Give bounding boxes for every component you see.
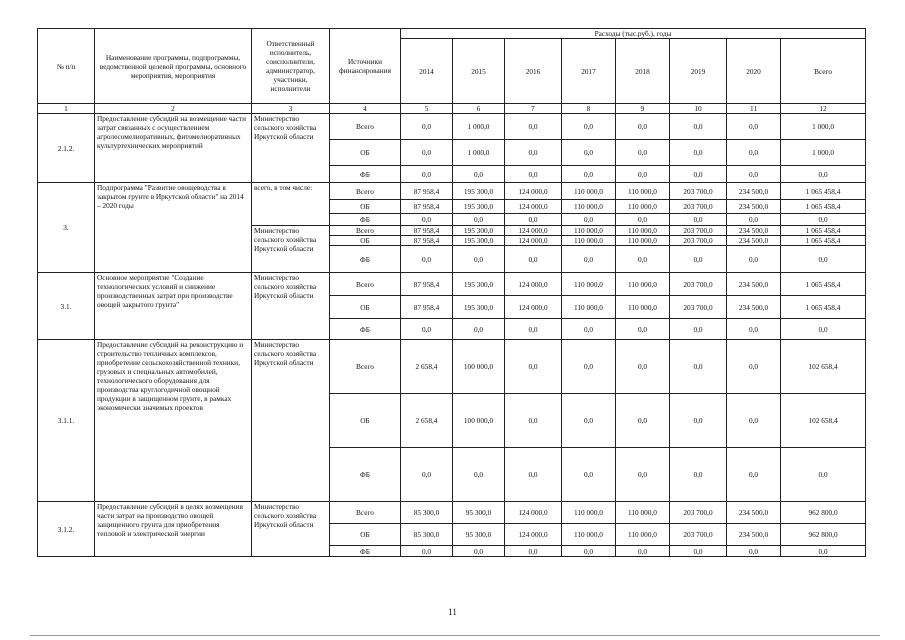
total-cell: 1 000,0: [781, 114, 866, 140]
amount-cell: 110 000,0: [562, 524, 616, 546]
amount-cell: 110 000,0: [616, 273, 670, 296]
amount-cell: 100 000,0: [453, 340, 505, 394]
amount-cell: 0,0: [401, 546, 453, 557]
amount-cell: 0,0: [562, 319, 616, 340]
amount-cell: 0,0: [727, 448, 781, 502]
amount-cell: 0,0: [616, 448, 670, 502]
amount-cell: 0,0: [505, 214, 562, 226]
header-expenses: Расходы (тыс.руб.), годы: [401, 29, 866, 39]
amount-cell: 0,0: [670, 394, 727, 448]
amount-cell: 95 300,0: [453, 502, 505, 524]
header-year: 2019: [670, 39, 727, 104]
amount-cell: 234 500,0: [727, 502, 781, 524]
funding-source: ОБ: [330, 524, 401, 546]
page-number: 11: [448, 607, 457, 617]
amount-cell: 87 958,4: [401, 200, 453, 214]
amount-cell: 0,0: [670, 340, 727, 394]
total-cell: 1 065 458,4: [781, 183, 866, 200]
amount-cell: 87 958,4: [401, 183, 453, 200]
amount-cell: 95 300,0: [453, 524, 505, 546]
row-number: 3.1.2.: [38, 502, 95, 557]
funding-source: ОБ: [330, 296, 401, 319]
amount-cell: 110 000,0: [616, 183, 670, 200]
amount-cell: 0,0: [727, 546, 781, 557]
row-number: 3.: [38, 183, 95, 273]
amount-cell: 195 300,0: [453, 273, 505, 296]
header-year: 2020: [727, 39, 781, 104]
total-cell: 0,0: [781, 214, 866, 226]
amount-cell: 0,0: [562, 340, 616, 394]
amount-cell: 0,0: [562, 394, 616, 448]
amount-cell: 0,0: [562, 214, 616, 226]
header-year: 2018: [616, 39, 670, 104]
amount-cell: 85 300,0: [401, 502, 453, 524]
amount-cell: 0,0: [401, 114, 453, 140]
total-cell: 102 658,4: [781, 394, 866, 448]
amount-cell: 0,0: [670, 166, 727, 183]
funding-source: ОБ: [330, 394, 401, 448]
amount-cell: 234 500,0: [727, 226, 781, 236]
amount-cell: 124 000,0: [505, 524, 562, 546]
funding-source: ФБ: [330, 166, 401, 183]
amount-cell: 0,0: [562, 114, 616, 140]
table-row: [38, 340, 866, 394]
amount-cell: 234 500,0: [727, 200, 781, 214]
amount-cell: 0,0: [562, 546, 616, 557]
amount-cell: 110 000,0: [562, 296, 616, 319]
column-number: 9: [616, 104, 670, 114]
amount-cell: 195 300,0: [453, 226, 505, 236]
total-cell: 0,0: [781, 319, 866, 340]
amount-cell: 110 000,0: [562, 200, 616, 214]
amount-cell: 0,0: [670, 246, 727, 273]
amount-cell: 110 000,0: [562, 183, 616, 200]
amount-cell: 110 000,0: [616, 502, 670, 524]
row-name: Основное мероприятие "Создание технологических условий и снижение производственных затрат при производстве овощей закрытого грунта": [95, 273, 252, 340]
amount-cell: 0,0: [727, 114, 781, 140]
funding-source: ОБ: [330, 140, 401, 166]
amount-cell: 0,0: [401, 319, 453, 340]
column-number: 3: [252, 104, 330, 114]
amount-cell: 0,0: [401, 214, 453, 226]
amount-cell: 203 700,0: [670, 200, 727, 214]
total-cell: 1 000,0: [781, 140, 866, 166]
amount-cell: 0,0: [401, 140, 453, 166]
amount-cell: 0,0: [562, 166, 616, 183]
amount-cell: 195 300,0: [453, 183, 505, 200]
amount-cell: 234 500,0: [727, 183, 781, 200]
bottom-rule: [30, 635, 880, 636]
amount-cell: 0,0: [616, 166, 670, 183]
funding-source: ОБ: [330, 236, 401, 246]
column-number: 7: [505, 104, 562, 114]
amount-cell: 0,0: [616, 319, 670, 340]
funding-source: ФБ: [330, 448, 401, 502]
total-cell: 0,0: [781, 546, 866, 557]
column-number: 6: [453, 104, 505, 114]
amount-cell: 0,0: [670, 114, 727, 140]
funding-source: ФБ: [330, 546, 401, 557]
column-number: 2: [95, 104, 252, 114]
amount-cell: 1 000,0: [453, 140, 505, 166]
amount-cell: 0,0: [505, 448, 562, 502]
amount-cell: 100 000,0: [453, 394, 505, 448]
row-executor: Министерство сельского хозяйства Иркутской области: [252, 340, 330, 502]
total-cell: 1 065 458,4: [781, 200, 866, 214]
amount-cell: 0,0: [505, 319, 562, 340]
amount-cell: 0,0: [670, 448, 727, 502]
amount-cell: 0,0: [616, 246, 670, 273]
amount-cell: 0,0: [401, 448, 453, 502]
amount-cell: 110 000,0: [616, 296, 670, 319]
amount-cell: 110 000,0: [616, 200, 670, 214]
amount-cell: 234 500,0: [727, 273, 781, 296]
funding-source: Всего: [330, 273, 401, 296]
row-executor: Министерство сельского хозяйства Иркутской области: [252, 226, 330, 273]
amount-cell: 110 000,0: [562, 273, 616, 296]
header-year: 2016: [505, 39, 562, 104]
amount-cell: 124 000,0: [505, 200, 562, 214]
amount-cell: 195 300,0: [453, 296, 505, 319]
amount-cell: 234 500,0: [727, 524, 781, 546]
amount-cell: 0,0: [727, 140, 781, 166]
amount-cell: 87 958,4: [401, 226, 453, 236]
row-number: 3.1.1.: [38, 340, 95, 502]
amount-cell: 0,0: [401, 166, 453, 183]
amount-cell: 0,0: [505, 114, 562, 140]
amount-cell: 0,0: [453, 246, 505, 273]
funding-source: Всего: [330, 183, 401, 200]
amount-cell: 0,0: [727, 166, 781, 183]
amount-cell: 195 300,0: [453, 200, 505, 214]
amount-cell: 0,0: [453, 448, 505, 502]
amount-cell: 203 700,0: [670, 226, 727, 236]
table-row: [38, 502, 866, 524]
amount-cell: 0,0: [616, 140, 670, 166]
amount-cell: 0,0: [401, 246, 453, 273]
amount-cell: 203 700,0: [670, 273, 727, 296]
header-executor: Ответственный исполнитель, соисполнители, администратор, участники, исполнители: [252, 29, 330, 104]
column-number: 4: [330, 104, 401, 114]
amount-cell: 87 958,4: [401, 236, 453, 246]
amount-cell: 87 958,4: [401, 273, 453, 296]
header-year: 2015: [453, 39, 505, 104]
amount-cell: 124 000,0: [505, 226, 562, 236]
amount-cell: 0,0: [727, 394, 781, 448]
amount-cell: 0,0: [616, 340, 670, 394]
amount-cell: 234 500,0: [727, 296, 781, 319]
table-row: [38, 273, 866, 296]
amount-cell: 110 000,0: [616, 226, 670, 236]
amount-cell: 110 000,0: [562, 502, 616, 524]
amount-cell: 0,0: [670, 214, 727, 226]
amount-cell: 0,0: [562, 246, 616, 273]
total-cell: 1 065 458,4: [781, 226, 866, 236]
row-number: 2.1.2.: [38, 114, 95, 183]
amount-cell: 0,0: [616, 114, 670, 140]
funding-source: Всего: [330, 340, 401, 394]
header-num: № п/п: [38, 29, 95, 104]
funding-source: Всего: [330, 502, 401, 524]
row-number: 3.1.: [38, 273, 95, 340]
amount-cell: 0,0: [562, 140, 616, 166]
amount-cell: 0,0: [505, 546, 562, 557]
table-row: [38, 183, 866, 200]
funding-source: Всего: [330, 114, 401, 140]
amount-cell: 124 000,0: [505, 273, 562, 296]
amount-cell: 203 700,0: [670, 502, 727, 524]
amount-cell: 234 500,0: [727, 236, 781, 246]
budget-table: [37, 28, 866, 557]
total-cell: 102 658,4: [781, 340, 866, 394]
table-row: [38, 114, 866, 140]
total-cell: 1 065 458,4: [781, 273, 866, 296]
amount-cell: 0,0: [616, 546, 670, 557]
total-cell: 962 800,0: [781, 502, 866, 524]
amount-cell: 0,0: [727, 246, 781, 273]
amount-cell: 124 000,0: [505, 236, 562, 246]
amount-cell: 0,0: [505, 340, 562, 394]
header-source: Источники финансирования: [330, 29, 401, 104]
row-name: Предоставление субсидий на возмещение части затрат связанных с осуществлением агролесомелиоративных, фитомелиоративных культуртехнических мероприятий: [95, 114, 252, 183]
row-executor: Министерство сельского хозяйства Иркутской области: [252, 114, 330, 183]
amount-cell: 1 000,0: [453, 114, 505, 140]
funding-source: ОБ: [330, 200, 401, 214]
total-cell: 0,0: [781, 246, 866, 273]
row-name: Предоставление субсидий на реконструкцию и строительство тепличных комплексов, приобретение сельскохозяйственной техники, грузовых и специальных автомобилей, технологического оборудования для производства круглогодичной овощной продукции в защищенном грунте, в рамках экономически значимых проектов: [95, 340, 252, 502]
row-name: Подпрограмма "Развитие овощеводства в закрытом грунте в Иркутской области" на 2014 – 2020 годы: [95, 183, 252, 273]
total-cell: 1 065 458,4: [781, 236, 866, 246]
amount-cell: 0,0: [453, 319, 505, 340]
amount-cell: 0,0: [670, 140, 727, 166]
amount-cell: 0,0: [505, 394, 562, 448]
amount-cell: 203 700,0: [670, 183, 727, 200]
amount-cell: 87 958,4: [401, 296, 453, 319]
amount-cell: 2 658,4: [401, 340, 453, 394]
amount-cell: 0,0: [616, 394, 670, 448]
funding-source: Всего: [330, 226, 401, 236]
header-name: Наименование программы, подпрограммы, ведомственной целевой программы, основного мероприятия, мероприятия: [95, 29, 252, 104]
amount-cell: 0,0: [505, 166, 562, 183]
amount-cell: 203 700,0: [670, 296, 727, 319]
column-number: 12: [781, 104, 866, 114]
amount-cell: 0,0: [727, 319, 781, 340]
amount-cell: 0,0: [670, 319, 727, 340]
total-cell: 0,0: [781, 166, 866, 183]
amount-cell: 2 658,4: [401, 394, 453, 448]
funding-source: ФБ: [330, 214, 401, 226]
amount-cell: 0,0: [727, 340, 781, 394]
header-year: 2017: [562, 39, 616, 104]
amount-cell: 0,0: [453, 546, 505, 557]
amount-cell: 110 000,0: [562, 226, 616, 236]
amount-cell: 0,0: [453, 166, 505, 183]
column-number: 8: [562, 104, 616, 114]
amount-cell: 0,0: [727, 214, 781, 226]
total-cell: 0,0: [781, 448, 866, 502]
column-number: 5: [401, 104, 453, 114]
amount-cell: 0,0: [616, 214, 670, 226]
amount-cell: 203 700,0: [670, 236, 727, 246]
amount-cell: 124 000,0: [505, 183, 562, 200]
column-number: 10: [670, 104, 727, 114]
amount-cell: 124 000,0: [505, 296, 562, 319]
amount-cell: 0,0: [670, 546, 727, 557]
amount-cell: 195 300,0: [453, 236, 505, 246]
funding-source: ФБ: [330, 246, 401, 273]
amount-cell: 110 000,0: [616, 236, 670, 246]
amount-cell: 0,0: [505, 246, 562, 273]
total-cell: 962 800,0: [781, 524, 866, 546]
amount-cell: 110 000,0: [562, 236, 616, 246]
row-executor: Министерство сельского хозяйства Иркутской области: [252, 273, 330, 340]
amount-cell: 124 000,0: [505, 502, 562, 524]
row-executor: Министерство сельского хозяйства Иркутской области: [252, 502, 330, 557]
funding-source: ФБ: [330, 319, 401, 340]
amount-cell: 85 300,0: [401, 524, 453, 546]
amount-cell: 0,0: [505, 140, 562, 166]
amount-cell: 203 700,0: [670, 524, 727, 546]
total-cell: 1 065 458,4: [781, 296, 866, 319]
amount-cell: 110 000,0: [616, 524, 670, 546]
column-number: 1: [38, 104, 95, 114]
row-executor: всего, в том числе:: [252, 183, 330, 226]
header-year: 2014: [401, 39, 453, 104]
amount-cell: 0,0: [562, 448, 616, 502]
column-number: 11: [727, 104, 781, 114]
row-name: Предоставление субсидий в целях возмещения части затрат на производство овощей защищенного грунта для приобретения тепловой и электрической энергии: [95, 502, 252, 557]
header-total: Всего: [781, 39, 866, 104]
amount-cell: 0,0: [453, 214, 505, 226]
